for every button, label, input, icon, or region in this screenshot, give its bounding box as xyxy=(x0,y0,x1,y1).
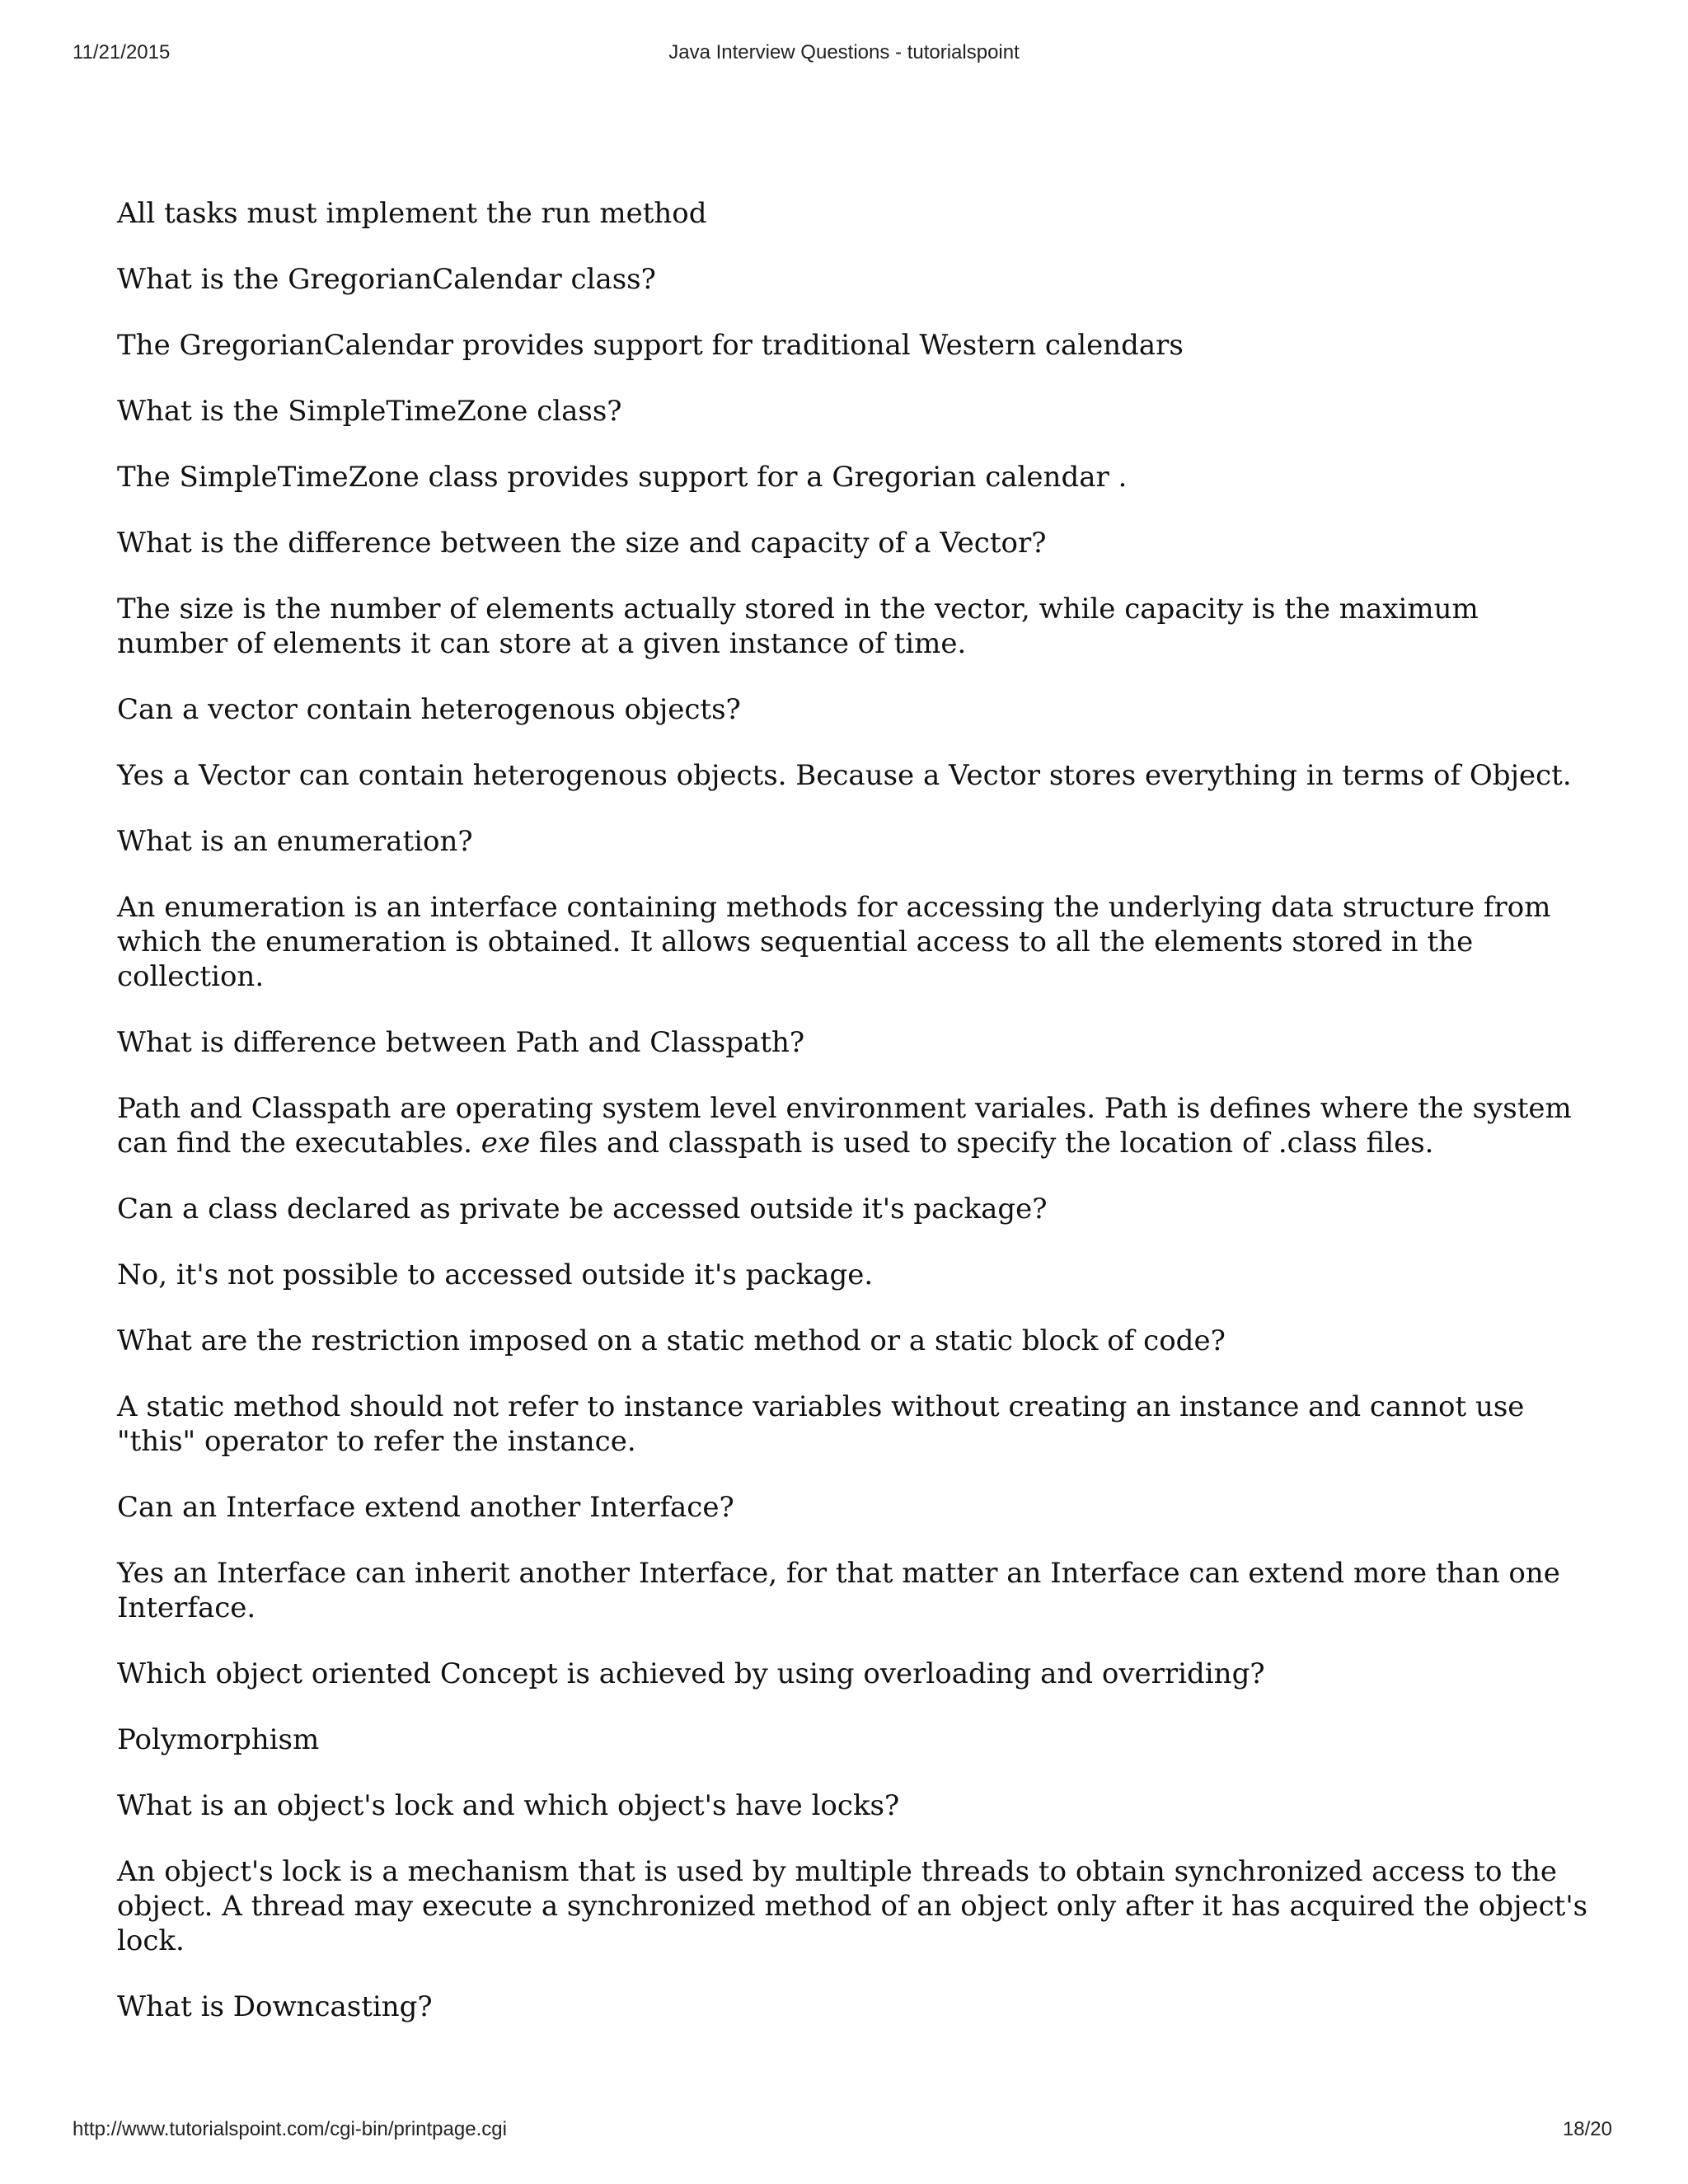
print-date: 11/21/2015 xyxy=(73,41,171,63)
answer-path-classpath-after: files and classpath is used to specify the location of .class files. xyxy=(539,1127,1434,1160)
answer-path-classpath-before: Path and Classpath are operating system level environment variales. Path is defines where the system can find the executables. xyxy=(117,1092,1572,1160)
print-footer xyxy=(0,2118,1688,2144)
question-object-lock: What is an object's lock and which object's have locks? xyxy=(117,1789,900,1822)
question-simpletimezone: What is the SimpleTimeZone class? xyxy=(117,395,622,428)
answer-interface-extend: Yes an Interface can inherit another Interface, for that matter an Interface can extend more than one Interface. xyxy=(117,1557,1560,1624)
answer-private-class: No, it's not possible to accessed outside it's package. xyxy=(117,1258,874,1291)
print-header xyxy=(0,41,1688,68)
question-vector-heterogenous: Can a vector contain heterogenous objects? xyxy=(117,693,741,726)
question-path-classpath: What is difference between Path and Classpath? xyxy=(117,1026,805,1059)
question-downcasting: What is Downcasting? xyxy=(117,1990,433,2023)
answer-static-restrictions: A static method should not refer to instance variables without creating an instance and cannot use "this" operator to refer the instance. xyxy=(117,1390,1525,1458)
exe-token: exe xyxy=(481,1127,531,1160)
document-title: Java Interview Questions - tutorialspoint xyxy=(668,41,1020,63)
answer-object-lock: An object's lock is a mechanism that is used by multiple threads to obtain synchronized access to the object. A thread may execute a synchronized method of an object only after it has acquired the object's lock. xyxy=(117,1855,1588,1957)
answer-vector-size-capacity: The size is the number of elements actually stored in the vector, while capacity is the maximum number of elements it can store at a given instance of time. xyxy=(117,593,1479,660)
question-gregoriancalendar: What is the GregorianCalendar class? xyxy=(117,263,656,296)
question-vector-size-capacity: What is the difference between the size and capacity of a Vector? xyxy=(117,527,1047,560)
question-oo-concept: Which object oriented Concept is achieved by using overloading and overriding? xyxy=(117,1657,1265,1690)
question-private-class: Can a class declared as private be accessed outside it's package? xyxy=(117,1193,1048,1226)
answer-gregoriancalendar: The GregorianCalendar provides support for traditional Western calendars xyxy=(117,329,1184,362)
answer-oo-concept: Polymorphism xyxy=(117,1723,320,1756)
answer-enumeration: An enumeration is an interface containing methods for accessing the underlying data structure from which the enumeration is obtained. It allows sequential access to all the elements stored in the collection. xyxy=(117,891,1551,993)
question-interface-extend: Can an Interface extend another Interface? xyxy=(117,1491,734,1524)
page-number: 18/20 xyxy=(1562,2118,1612,2140)
question-enumeration: What is an enumeration? xyxy=(117,825,473,858)
answer-run-method: All tasks must implement the run method xyxy=(117,197,707,230)
source-url: http://www.tutorialspoint.com/cgi-bin/printpage.cgi xyxy=(73,2118,507,2140)
answer-simpletimezone: The SimpleTimeZone class provides support for a Gregorian calendar . xyxy=(117,461,1128,494)
document-body xyxy=(117,196,1592,2055)
answer-path-classpath xyxy=(117,1091,1592,1160)
answer-vector-heterogenous: Yes a Vector can contain heterogenous objects. Because a Vector stores everything in terms of Object. xyxy=(117,759,1572,792)
question-static-restrictions: What are the restriction imposed on a static method or a static block of code? xyxy=(117,1324,1226,1357)
